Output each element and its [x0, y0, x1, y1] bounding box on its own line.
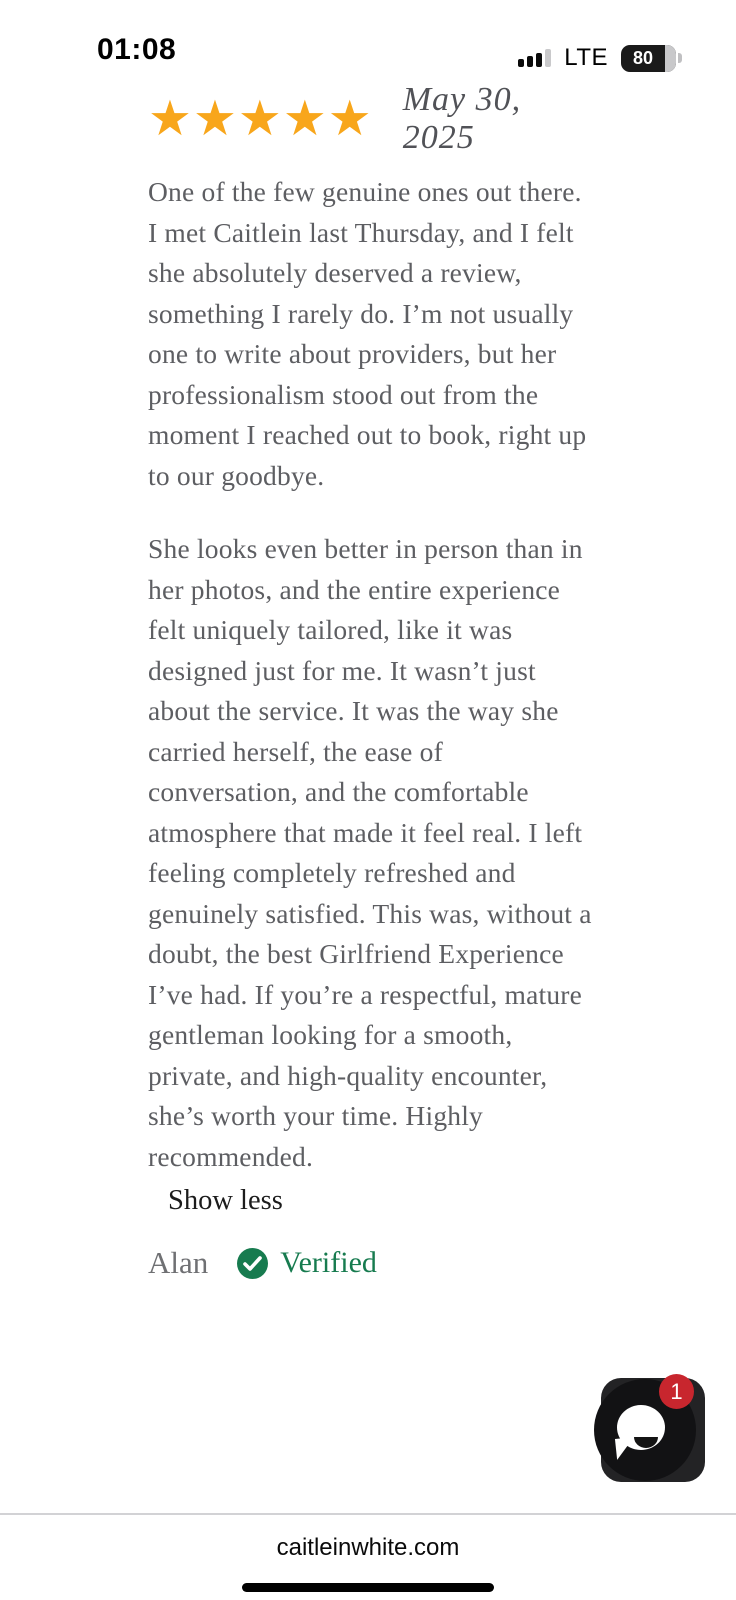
- stars-row: [148, 81, 592, 156]
- star-icon: ★: [327, 90, 372, 147]
- review-date: May 30, 2025: [402, 81, 522, 156]
- star-icon: ★: [192, 90, 237, 147]
- review-paragraph: She looks even better in person than in her photos, and the entire experience felt uniquely tailored, like it was designed just for me. It wasn’t just about the service. It was the way she carried herself, the ease of conversation, and the comfortable atmosphere that made it feel real. I left feeling completely refreshed and genuinely satisfied. This was, without a doubt, the best Girlfriend Experience I’ve had. If you’re a respectful, mature gentleman looking for a smooth, private, and high-quality encounter, she’s worth your time. Highly recommended.: [148, 533, 592, 1172]
- battery-icon: [621, 45, 682, 72]
- battery-percent: 80: [632, 47, 654, 68]
- network-type-label: LTE: [564, 44, 608, 71]
- star-icon: ★: [148, 90, 192, 147]
- review-paragraph: One of the few genuine ones out there. I met Caitlein last Thursday, and I felt she absolutely deserved a review, something I rarely do. I’m not usually one to write about providers, but her professionalism stood out from the moment I reached out to book, right up to our goodbye.: [148, 176, 587, 491]
- status-bar-right: [518, 44, 682, 72]
- url-bar[interactable]: caitleinwhite.com: [276, 1534, 460, 1561]
- battery-cap: [678, 53, 682, 63]
- reviewer-name: Alan: [148, 1245, 209, 1280]
- star-icon: ★: [282, 90, 327, 147]
- verified-label: Verified: [280, 1246, 377, 1279]
- reviewer-row: [148, 1245, 592, 1281]
- show-less-button[interactable]: Show less: [168, 1185, 283, 1216]
- verified-check-icon: [237, 1248, 268, 1279]
- star-icon: ★: [237, 90, 282, 147]
- review-card: [148, 81, 592, 1281]
- status-time: 01:08: [97, 33, 177, 66]
- unread-count-badge: 1: [659, 1374, 694, 1409]
- star-rating: [148, 90, 373, 147]
- battery-empty-segment: [665, 45, 676, 72]
- cellular-signal-icon: [518, 49, 551, 67]
- home-indicator[interactable]: [242, 1583, 494, 1592]
- chat-widget-button[interactable]: [601, 1378, 705, 1482]
- browser-bottom-bar: [0, 1513, 736, 1600]
